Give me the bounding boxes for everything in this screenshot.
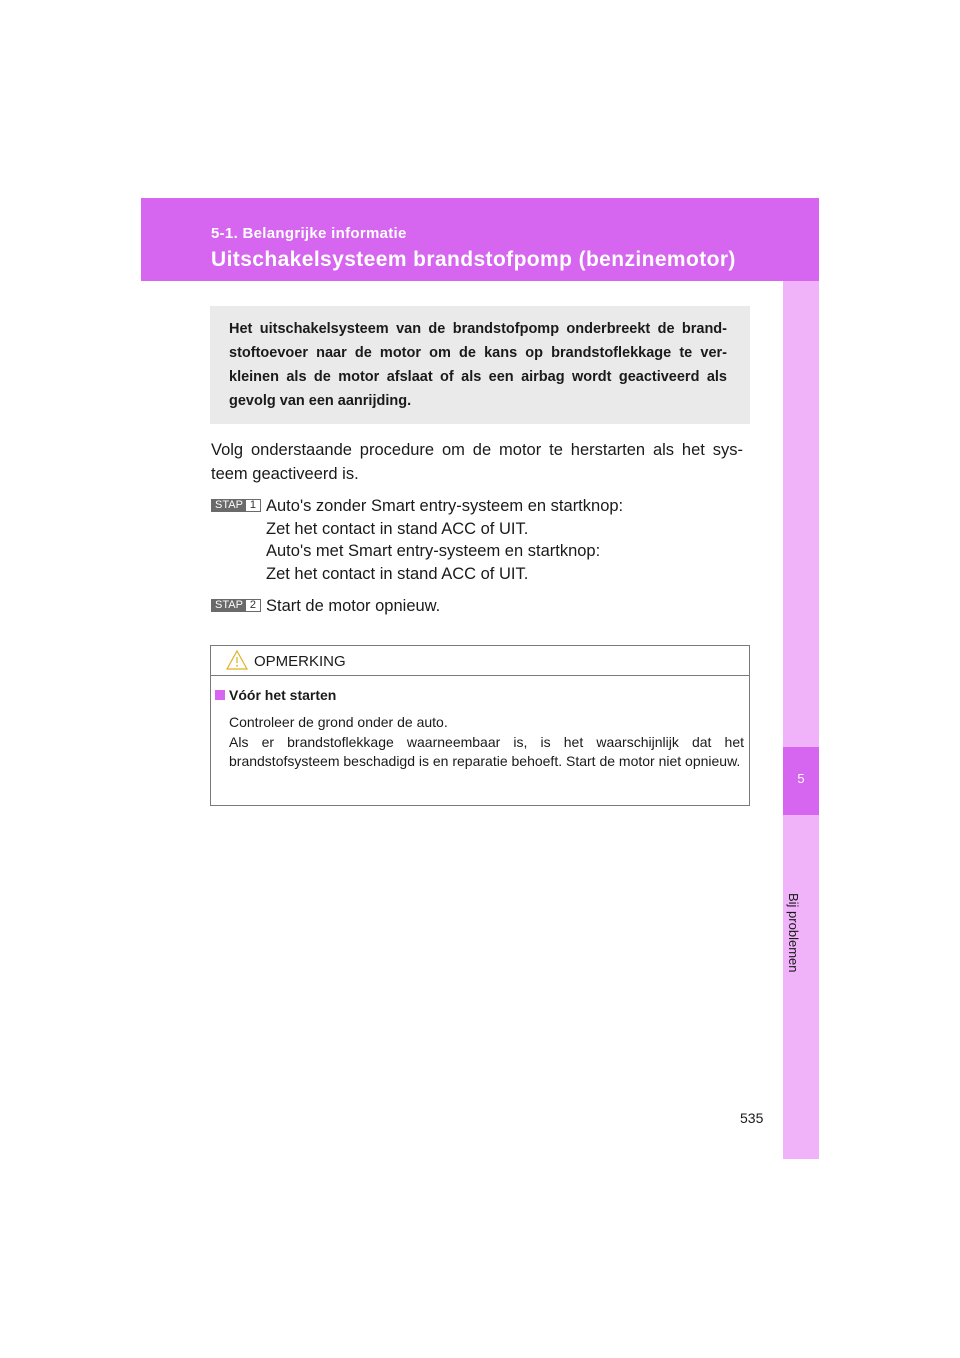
step-2-line-1: Start de motor opnieuw. [266,597,441,615]
step-badge-1 [211,499,261,512]
step-1-line-4: Zet het contact in stand ACC of UIT. [266,565,529,583]
step-badge-number: 2 [249,599,257,611]
page-number: 535 [740,1110,764,1126]
step-1-line-1: Auto's zonder Smart entry-systeem en startknop: [266,497,624,515]
warning-triangle-icon [226,650,248,675]
step-badge-number: 1 [249,499,257,511]
chapter-side-tab [783,281,819,1159]
page-title: Uitschakelsysteem brandstofpomp (benzinemotor) [211,248,736,271]
step-1-line-2: Zet het contact in stand ACC of UIT. [266,520,529,538]
note-title: OPMERKING [254,653,346,670]
chapter-number: 5 [797,771,805,786]
note-subheading: Vóór het starten [229,687,337,703]
note-box [210,645,750,806]
section-label: 5-1. Belangrijke informatie [211,225,407,242]
note-body [229,713,744,772]
chapter-number-box [783,747,819,815]
note-header [211,646,749,676]
note-paragraph: Als er brandstoflekkage waarneembaar is, is het waarschijnlijk dat het brandstofsysteem beschadigd is en reparatie behoeft. Start de motor niet opnieuw. [229,733,744,769]
step-badge-2 [211,599,261,612]
procedure-intro: Volg onderstaande procedure om de motor te herstarten als het sys- teem geactiveerd is. [211,441,743,483]
step-1-line-3: Auto's met Smart entry-systeem en startknop: [266,542,601,560]
step-badge-label: STAP [212,600,246,611]
note-paragraph: Controleer de grond onder de auto. [229,714,448,730]
intro-box [210,306,750,424]
intro-text: Het uitschakelsysteem van de brandstofpomp onderbreekt de brand- stoftoevoer naar de motor om de kans op brandstoflekkage te ver- kleinen als de motor afslaat of als een airbag wordt geactiveerd als gevolg van een aanrijding. [229,321,727,409]
chapter-title: Bij problemen [786,893,801,973]
bullet-square-icon [215,690,225,700]
step-badge-label: STAP [212,500,246,511]
header-band [141,198,819,281]
